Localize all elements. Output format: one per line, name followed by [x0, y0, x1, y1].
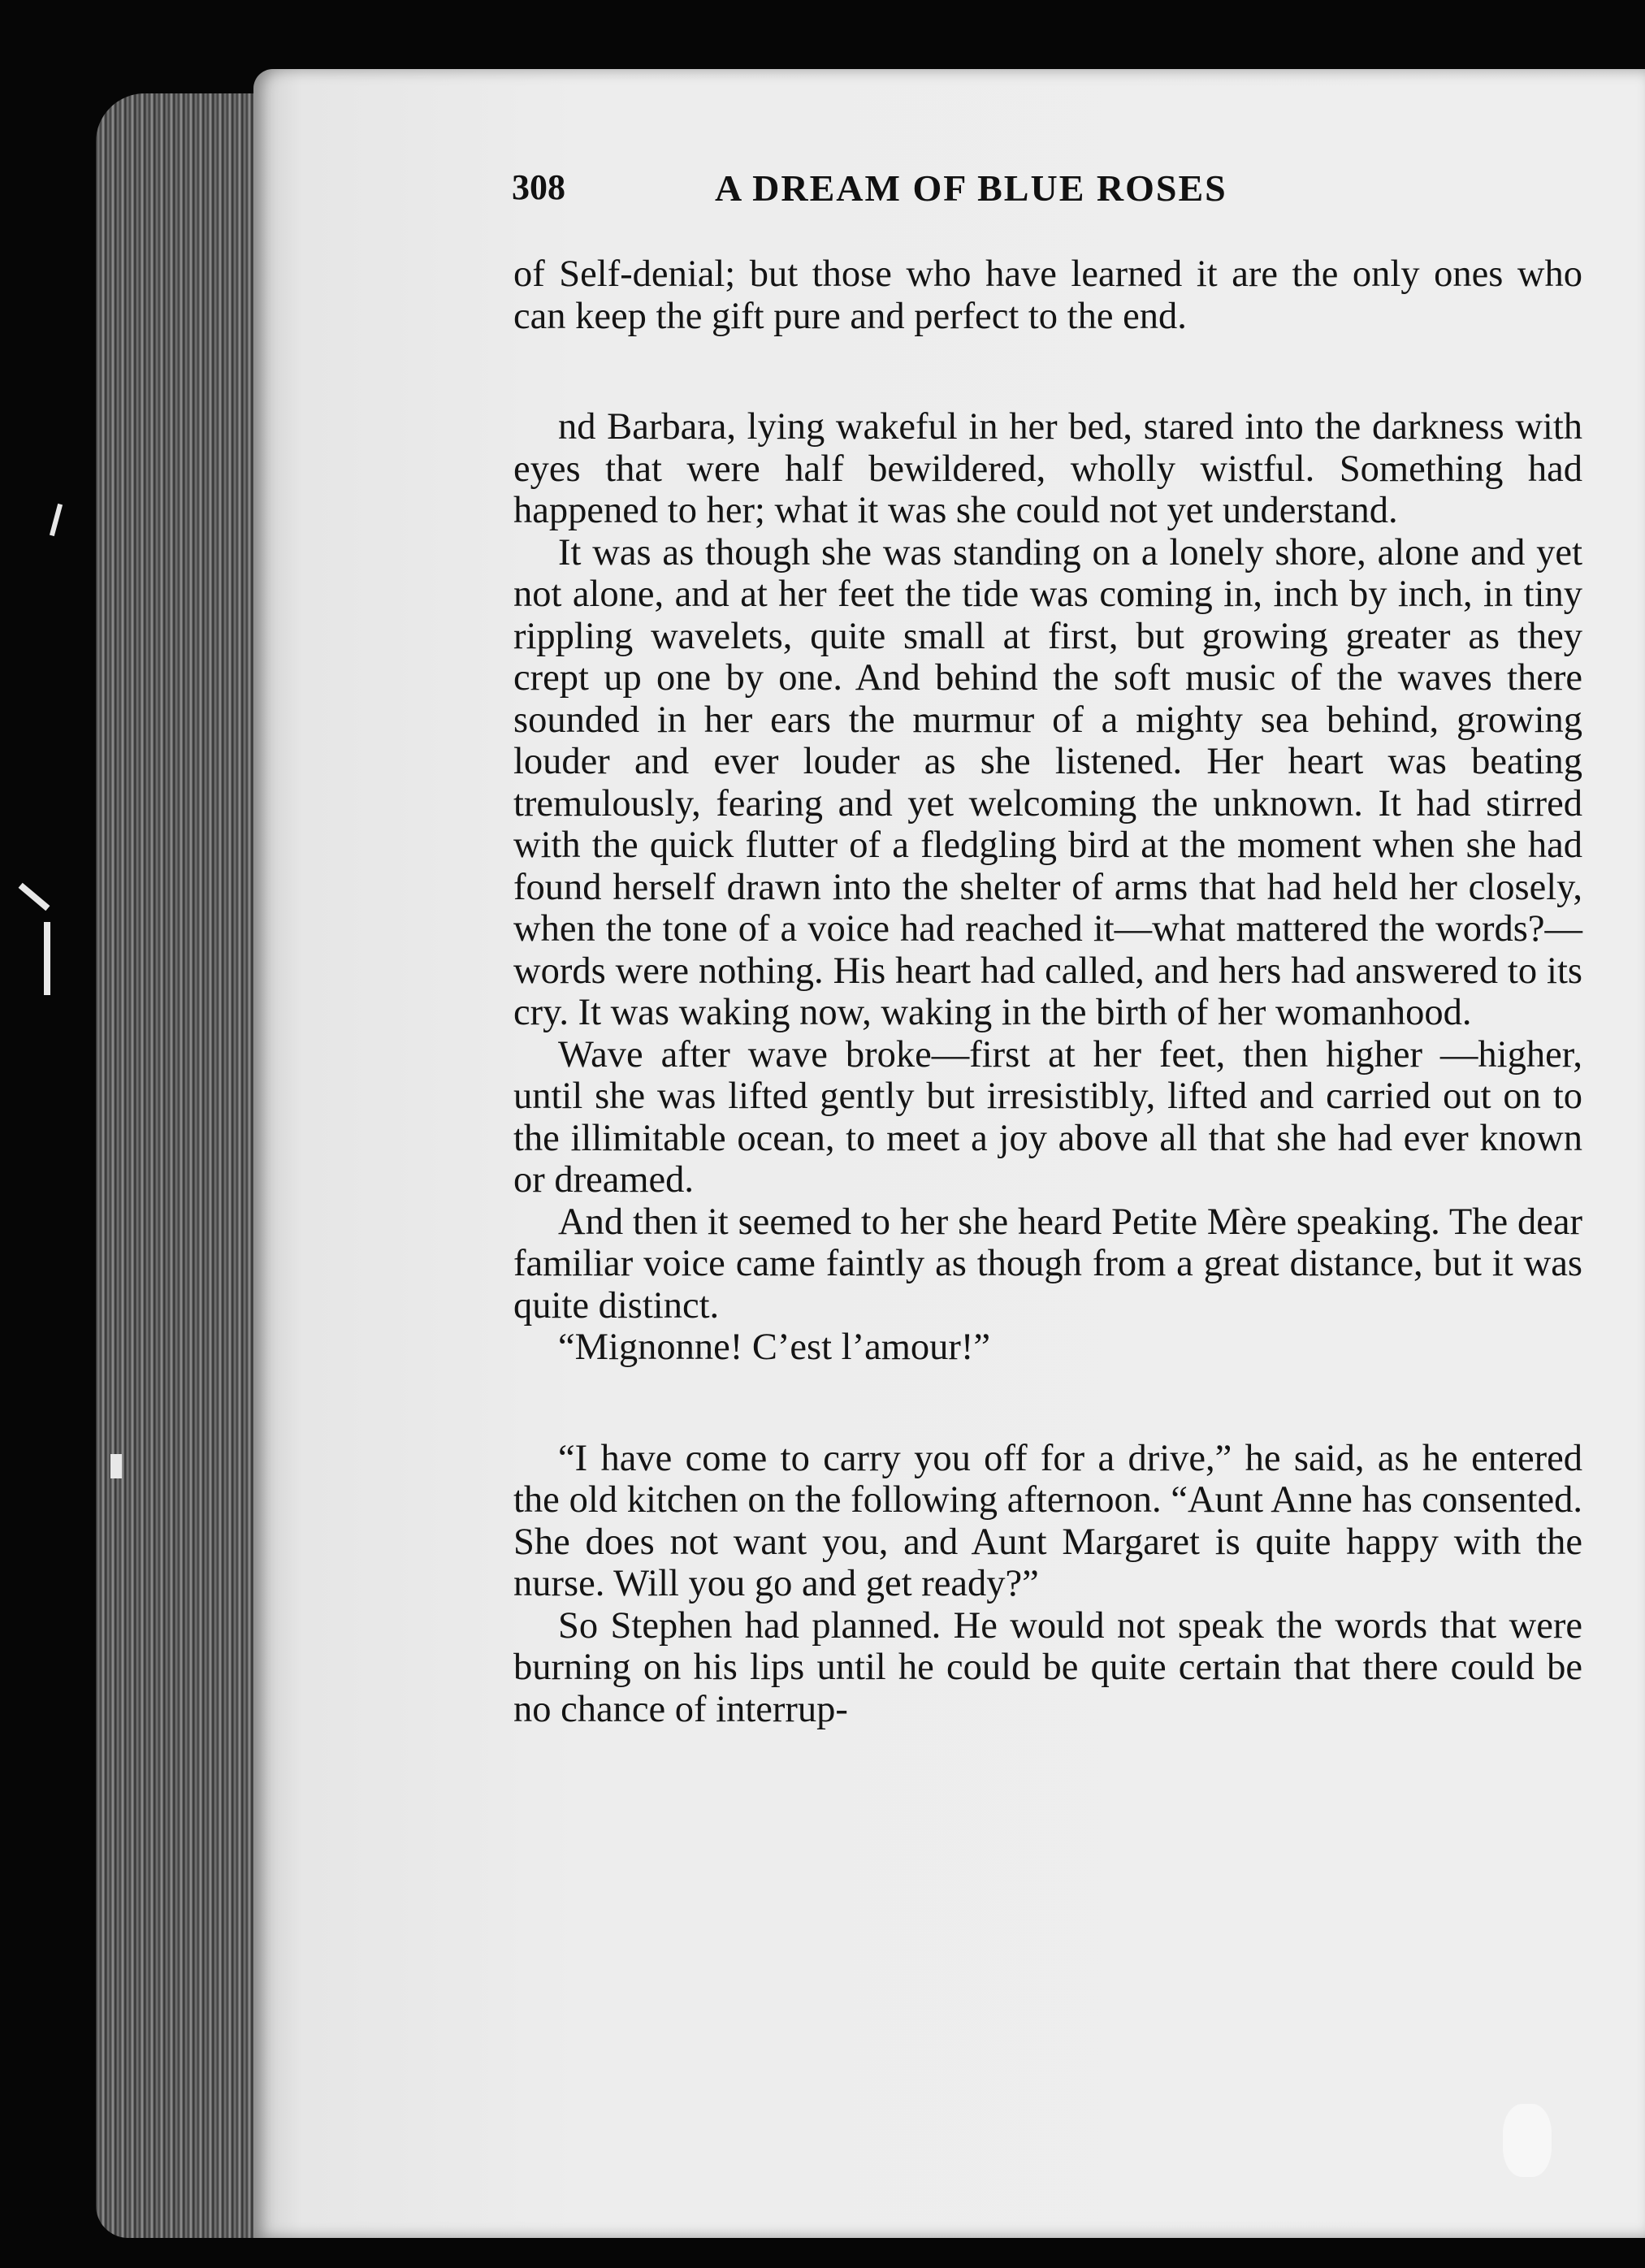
- scan-artifact: [110, 1454, 122, 1478]
- paragraph: And then it seemed to her she heard Petite Mère speaking. The dear familiar voice came faintly as though from a great distance, but it was quite distinct.: [513, 1201, 1582, 1327]
- scan-artifact: [19, 883, 50, 911]
- paragraph: It was as though she was standing on a lonely shore, alone and yet not alone, and at her feet the tide was coming in, inch by inch, in tiny rippling wavelets, quite small at first, but growing greater as they crept up one by one. And behind the soft music of the waves there sounded in her ears the murmur of a mighty sea behind, growing louder and ever louder as she listened. Her heart was beating tremulously, fearing and yet welcoming the unknown. It had stirred with the quick flutter of a fledgling bird at the moment when she had found herself drawn into the shelter of arms that had held her closely, when the tone of a voice had reached it—what mattered the words?—words were nothing. His heart had called, and hers had answered to its cry. It was waking now, waking in the birth of her womanhood.: [513, 531, 1582, 1033]
- paragraph: nd Barbara, lying wakeful in her bed, stared into the darkness with eyes that were half bewildered, wholly wistful. Something had happened to her; what it was she could not yet understand.: [513, 406, 1582, 531]
- paragraph: “Mignonne! C’est l’amour!”: [558, 1327, 991, 1368]
- paragraph: “I have come to carry you off for a drive,” he said, as he entered the old kitchen on the following afternoon. “Aunt Anne has consented. She does not want you, and Aunt Margaret is quite happy with the nurse. Will you go and get ready?”: [513, 1437, 1582, 1604]
- scan-artifact: [1503, 2104, 1552, 2177]
- page-header: [512, 167, 1592, 223]
- paragraph: of Self-denial; but those who have learned it are the only ones who can keep the gift pure and perfect to the end.: [513, 253, 1582, 337]
- book-page-edges: [96, 93, 275, 2238]
- scan-artifact: [44, 922, 50, 995]
- page-number: 308: [512, 167, 565, 207]
- section-break: [513, 1369, 1582, 1438]
- scan-artifact: [50, 504, 63, 536]
- paragraph: Wave after wave broke—first at her feet, then higher —higher, until she was lifted gently but irresistibly, lifted and carried out on to the illimitable ocean, to meet a joy above all that she had ever known or dreamed.: [513, 1033, 1582, 1201]
- paragraph: So Stephen had planned. He would not speak the words that were burning on his lips until he could be quite certain that there could be no chance of interrup-: [513, 1604, 1582, 1730]
- running-title: A DREAM OF BLUE ROSES: [715, 167, 1227, 209]
- body-text: [513, 253, 1582, 1730]
- section-break: [513, 337, 1582, 406]
